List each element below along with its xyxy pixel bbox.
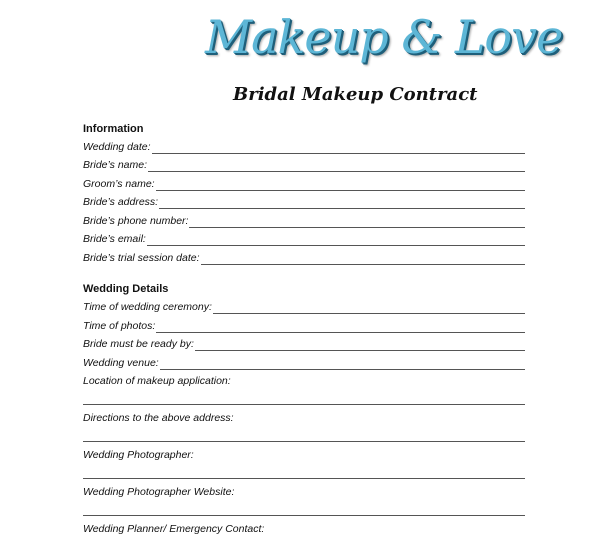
ready-by-field[interactable] [83,338,525,352]
makeup-location-label: Location of makeup application: [83,375,231,387]
planner-contact-field[interactable] [83,523,525,555]
photographer-website-line [83,515,525,516]
photographer-label: Wedding Photographer: [83,449,194,461]
ready-by-label: Bride must be ready by: [83,338,194,350]
makeup-location-line [83,404,525,405]
photographer-website-field[interactable] [83,486,525,518]
bride-trial-date-field[interactable] [83,252,525,266]
bride-phone-label: Bride’s phone number: [83,215,189,227]
makeup-and-love-logo: Makeup & Love [205,10,563,64]
bride-email-field[interactable] [83,233,525,247]
bride-address-label: Bride’s address: [83,196,159,208]
groom-name-field[interactable] [83,178,525,192]
ceremony-time-field[interactable] [83,301,525,315]
wedding-date-label: Wedding date: [83,141,151,153]
wedding-details-heading: Wedding Details [83,283,169,295]
wedding-date-field[interactable] [83,141,525,155]
bride-address-field[interactable] [83,196,525,210]
bride-name-label: Bride’s name: [83,159,148,171]
wedding-venue-field[interactable] [83,357,525,371]
directions-field[interactable] [83,412,525,444]
photos-time-field[interactable] [83,320,525,334]
groom-name-label: Groom’s name: [83,178,155,190]
planner-contact-label: Wedding Planner/ Emergency Contact: [83,523,265,535]
bride-phone-field[interactable] [83,215,525,229]
bride-email-line [83,245,525,246]
photographer-field[interactable] [83,449,525,481]
wedding-venue-label: Wedding venue: [83,357,159,369]
ceremony-time-label: Time of wedding ceremony: [83,301,212,313]
bride-name-line [83,171,525,172]
photos-time-label: Time of photos: [83,320,156,332]
photographer-website-label: Wedding Photographer Website: [83,486,235,498]
directions-label: Directions to the above address: [83,412,234,424]
document-subtitle: Bridal Makeup Contract [233,84,478,105]
bride-trial-date-label: Bride’s trial session date: [83,252,200,264]
information-heading: Information [83,123,144,135]
bride-name-field[interactable] [83,159,525,173]
photographer-line [83,478,525,479]
makeup-location-field[interactable] [83,375,525,407]
directions-line [83,441,525,442]
bride-email-label: Bride’s email: [83,233,146,245]
